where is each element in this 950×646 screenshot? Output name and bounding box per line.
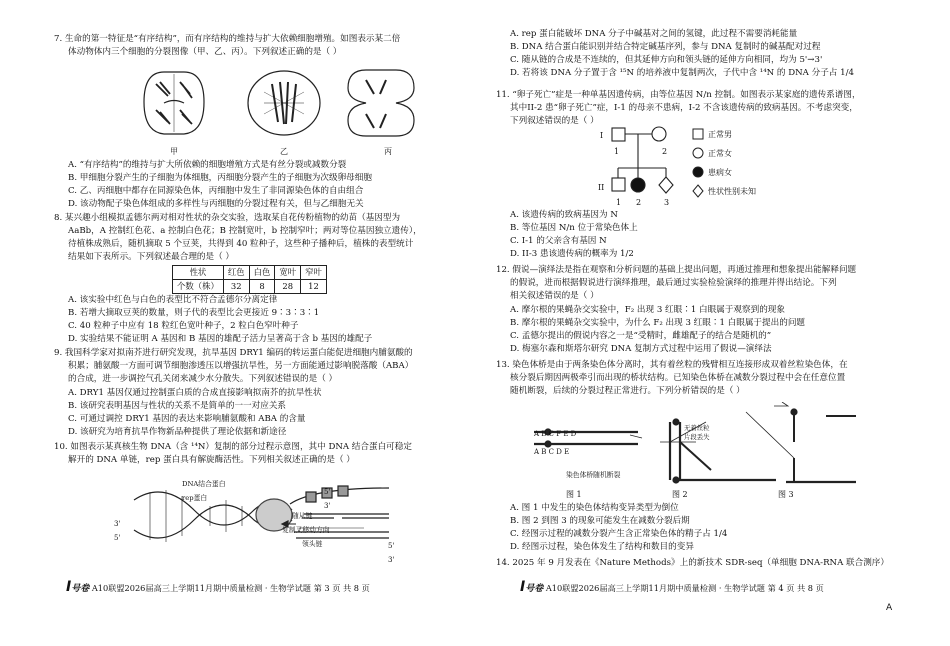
q10-stem-line2: 解开的 DNA 单链，rep 蛋白具有解旋酶活性。下列相关叙述正确的是（ ） [68,455,355,465]
q8-option-b[interactable]: B. 若增大摘取豆荚的数量，则子代的表型比会更接近 9∶3∶3∶1 [68,308,320,318]
q12-stem-line3: 相关叙述错误的是（ ） [510,291,599,301]
q9-stem-line1: 9. 我国科学家对拟南芥进行研究发现，抗旱基因 DRY1 编码的转运蛋白能促进细胞内脯氨酸的 [54,348,413,358]
q13-fig1-chrom: A B C D E [534,448,570,456]
q7-stem-line1: 7. 生命的第一特征是“有序结构”，而有序结构的维持与扩大依赖细胞增殖。如图表示某二倍 [54,34,401,44]
q12-stem-line1: 12. 假说—演绎法是指在观察和分析问题的基础上提出问题，再通过推理和想象提出能解释问题 [496,265,857,275]
gen-label-2: II [598,183,605,192]
q8-stem-line4: 结果如下表所示。下列叙述最合理的是（ ） [68,252,235,262]
q13-label-no-centromere: 无着丝粒 片段丢失 [684,424,710,441]
q13-option-d[interactable]: D. 经图示过程，染色体发生了结构和数目的变异 [510,542,694,552]
three-prime-mark: 3' [114,520,121,528]
q13-fig1-letters: A B C F E D [534,430,577,438]
table-header: 宽叶 [275,266,301,280]
legend-affected-female: 患病女 [708,168,732,177]
q7-option-a[interactable]: A. “有序结构”的维持与扩大所依赖的细胞增殖方式是有丝分裂或减数分裂 [68,160,347,170]
q12-option-a[interactable]: A. 摩尔根的果蝇杂交实验中，F₂ 出现 3 红眼∶1 白眼属于观察到的现象 [510,305,785,315]
q10-option-b[interactable]: B. DNA 结合蛋白能识别并结合特定碱基序列，参与 DNA 复制时的碱基配对过程 [510,42,821,52]
q8-option-c[interactable]: C. 40 粒种子中应有 18 粒红色宽叶种子，2 粒白色窄叶种子 [68,321,299,331]
left-footer-brand: A10联盟2026届高三上学期11月期中质量检测 · 生物学试题 [91,583,311,593]
left-footer [66,579,370,595]
brand-logo: I号卷 [66,579,90,595]
q7-label-bing: 丙 [384,147,392,156]
q10-label-fork: 复制叉移动方向 [282,526,330,534]
legend-normal-male: 正常男 [708,130,732,139]
table-cell: 个数（株） [173,280,224,294]
q10-option-a[interactable]: A. rep 蛋白能破坏 DNA 分子中碱基对之间的氢键，此过程不需要消耗能量 [510,29,798,39]
five-prime-mark: 5' [114,534,121,542]
q7-cell-figure [134,62,434,152]
q7-option-b[interactable]: B. 甲细胞分裂产生的子细胞为体细胞，丙细胞分裂产生的子细胞为次级卵母细胞 [68,173,372,183]
q8-stem-line1: 8. 某兴趣小组模拟孟德尔两对相对性状的杂交实验，选取某自花传粉植物的幼苗（基因型为 [54,213,401,223]
table-cell: 8 [249,280,275,294]
right-footer-total: 共 8 页 [797,583,824,593]
q12-option-d[interactable]: D. 梅塞尔森和斯塔尔研究 DNA 复制方式过程中运用了假说—演绎法 [510,344,772,354]
table-cell: 32 [223,280,249,294]
q8-phenotype-table [172,265,327,294]
q12-option-b[interactable]: B. 摩尔根的果蝇杂交实验中，为什么 F₂ 出现 3 红眼∶1 白眼属于提出的问题 [510,318,806,328]
q9-option-a[interactable]: A. DRY1 基因仅通过控制蛋白质的合成直接影响拟南芥的抗旱性状 [68,388,322,398]
q9-stem-line3: 的合成，进一步调控气孔关闭来减少水分散失。下列叙述错误的是（ ） [68,374,338,384]
q11-option-d[interactable]: D. II-3 患该遗传病的概率为 1/2 [510,249,634,259]
q11-pedigree [592,124,702,214]
q9-option-d[interactable]: D. 该研究为培育抗旱作物新品种提供了理论依据和新途径 [68,427,287,437]
q11-stem-line1: 11. “卵子死亡”症是一种单基因遗传病，由等位基因 N/n 控制。如图表示某家庭的遗传系谱图， [496,90,861,100]
q13-option-b[interactable]: B. 图 2 到图 3 的现象可能发生在减数分裂后期 [510,516,690,526]
q7-label-yi: 乙 [280,147,288,156]
q10-label-dna-binding: DNA结合蛋白 [182,480,226,488]
q8-stem-line3: 待植株成熟后，随机摘取 5 个豆荚，共得到 40 粒种子，这些种子播种后，植株的表型统计 [68,239,414,249]
q11-option-b[interactable]: B. 等位基因 N/n 位于常染色体上 [510,223,638,233]
left-footer-total: 共 8 页 [343,583,370,593]
ind-label: 2 [662,147,668,156]
cell-bing [348,70,414,136]
table-row [173,266,327,280]
ind-label: 1 [614,147,620,156]
five-prime-mark: 5' [324,488,331,496]
ind-label: 3 [664,198,670,207]
table-header: 性状 [173,266,224,280]
five-prime-mark: 5' [388,542,395,550]
q8-stem-line2: AaBb，A 控制红色花、a 控制白色花；B 控制宽叶，b 控制窄叶；两对等位基因独立遗传）， [68,226,422,236]
q13-stem-line2: 核分裂后期因两极牵引而出现的桥状结构。已知染色体桥在减数分裂过程中会在任意位置 [510,373,846,383]
q13-fig3-caption: 图 3 [778,490,794,499]
legend-unknown: 性状性别未知 [708,187,756,196]
legend-normal-female: 正常女 [708,149,732,158]
brand-logo: I号卷 [520,579,544,595]
q10-dna-figure [124,470,424,575]
q7-option-c[interactable]: C. 乙、丙细胞中都存在同源染色体，丙细胞中发生了非同源染色体的自由组合 [68,186,364,196]
cell-yi [248,71,320,135]
q14-stem-line1: 14. 2025 年 9 月发表在《Nature Methods》上的新技术 SDR-seq（单细胞 DNA-RNA 联合测序） [496,558,889,568]
q13-stem-line3: 随机断裂，后续的分裂过程正常进行。下列分析错误的是（ ） [510,386,745,396]
q12-stem-line2: 的假说，进而根据假说进行演绎推理，最后通过实验检验演绎的推理并得出结论。下列 [510,278,837,288]
q13-label-bridge: 染色体桥随机断裂 [566,471,621,479]
q11-stem-line3: 下列叙述错误的是（ ） [510,116,599,126]
q10-option-d[interactable]: D. 若将该 DNA 分子置于含 ¹⁵N 的培养液中复制两次，子代中含 ¹⁴N 的 DNA 分子占 1/4 [510,68,854,78]
corner-mark: A [886,603,893,613]
q10-label-rep: rep蛋白 [182,494,208,502]
q11-option-c[interactable]: C. I-1 的父亲含有基因 N [510,236,607,246]
q12-option-c[interactable]: C. 孟德尔提出的假说内容之一是“受精时，雌雄配子的结合是随机的” [510,331,772,341]
ind-label: 2 [636,198,642,207]
table-cell: 28 [275,280,301,294]
right-footer [520,579,824,595]
q8-option-a[interactable]: A. 该实验中红色与白色的表型比不符合孟德尔分离定律 [68,295,278,305]
q9-option-c[interactable]: C. 可通过调控 DRY1 基因的表达来影响脯氨酸和 ABA 的含量 [68,414,306,424]
three-prime-mark: 3' [324,502,331,510]
right-footer-brand: A10联盟2026届高三上学期11月期中质量检测 · 生物学试题 [545,583,765,593]
q13-option-a[interactable]: A. 图 1 中发生的染色体结构变异类型为倒位 [510,503,679,513]
three-prime-mark: 3' [388,556,395,564]
table-row [173,280,327,294]
table-header: 红色 [223,266,249,280]
left-footer-page: 第 3 页 [313,583,341,593]
q8-option-d[interactable]: D. 实验结果不能证明 A 基因和 B 基因的雄配子活力呈著高于含 b 基因的雄配子 [68,334,373,344]
q13-stem-line1: 13. 染色体桥是由于两条染色体分离时，其有着丝粒的残臂相互连接形成双着丝粒染色体，在 [496,360,848,370]
q10-stem-line1: 10. 如图表示某真核生物 DNA（含 ¹⁴N）复制的部分过程示意图，其中 DNA 结合蛋白可稳定 [54,442,412,452]
q7-label-jia: 甲 [170,147,178,156]
table-cell: 12 [301,280,327,294]
right-footer-page: 第 4 页 [767,583,795,593]
q7-stem-line2: 体动物体内三个细胞的分裂图像（甲、乙、丙）。下列叙述正确的是（ ） [68,47,342,57]
q13-option-c[interactable]: C. 经图示过程的减数分裂产生含正常染色体的精子占 1/4 [510,529,728,539]
q10-option-c[interactable]: C. 随从链的合成是不连续的，但其延伸方向和领头链的延伸方向相同，均为 5'→3' [510,55,823,65]
ind-label: 1 [616,198,622,207]
cell-jia [144,72,204,134]
q13-fig1-caption: 图 1 [566,490,582,499]
q11-stem-line2: 其中II-2 患“卵子死亡”症，I-1 的母亲不患病，I-2 不含该遗传病的致病基因。不考虑突变， [510,103,858,113]
table-header: 窄叶 [301,266,327,280]
q7-option-d[interactable]: D. 该动物配子染色体组成的多样性与丙细胞的分裂过程有关，但与乙细胞无关 [68,199,364,209]
q10-label-lagging: 随从链 [292,512,313,520]
q10-label-leading: 领头链 [302,540,323,548]
q9-option-b[interactable]: B. 该研究表明基因与性状的关系不是简单的一一对应关系 [68,401,287,411]
q13-fig2-caption: 图 2 [672,490,688,499]
table-header: 白色 [249,266,275,280]
q11-legend-symbols [692,127,706,207]
q11-option-a[interactable]: A. 该遗传病的致病基因为 N [510,210,618,220]
q9-stem-line2: 积累；脯氨酸一方面可调节细胞渗透压以增强抗旱性，另一方面能通过影响脱落酸（ABA） [68,361,414,371]
gen-label-1: I [600,131,604,140]
